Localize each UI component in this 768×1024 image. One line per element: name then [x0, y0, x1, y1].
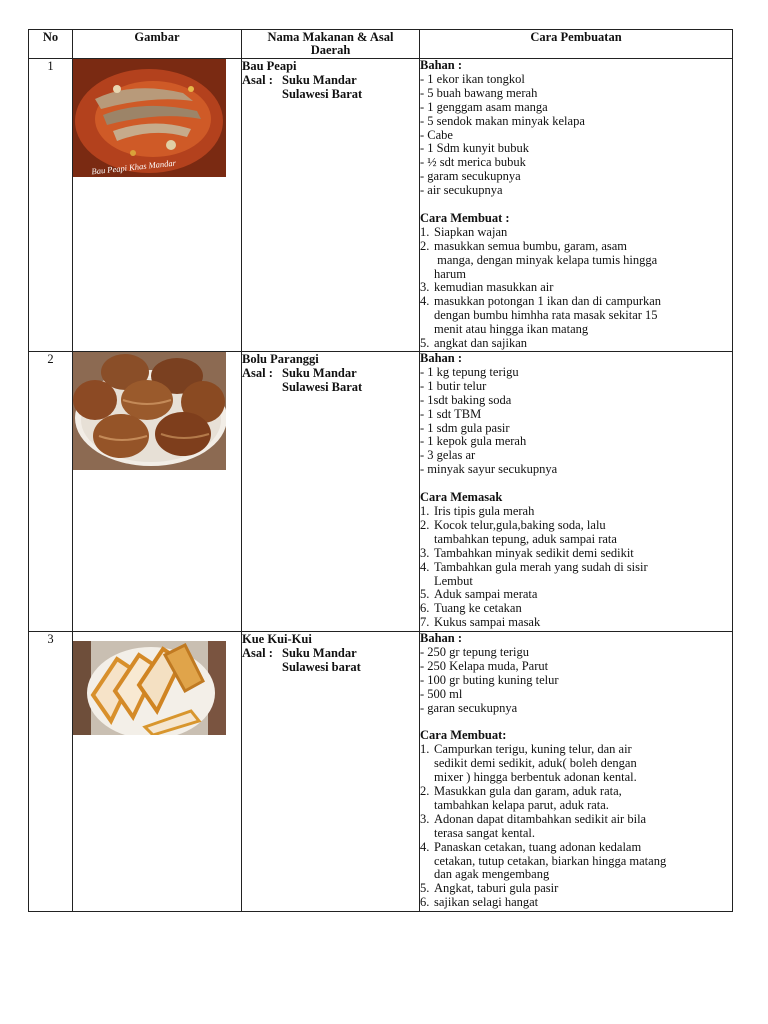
step-text: Iris tipis gula merah	[434, 503, 535, 518]
step-text: Aduk sampai merata	[434, 587, 538, 602]
step-text: dan agak mengembang	[434, 867, 550, 882]
step-text: sajikan selagi hangat	[434, 895, 539, 910]
step-text: Tambahkan gula merah yang sudah di sisir	[434, 559, 648, 574]
origin-label: Asal :	[242, 73, 273, 87]
step-item	[420, 561, 732, 589]
step-text: Lembut	[434, 573, 473, 588]
origin	[242, 646, 419, 674]
step-list	[420, 743, 732, 910]
step-text: Kocok telur,gula,baking soda, lalu	[434, 517, 606, 532]
step-text: terasa sangat kental.	[434, 825, 535, 840]
step-list	[420, 505, 732, 630]
step-item	[420, 588, 732, 602]
step-item	[420, 226, 732, 240]
image-cell	[73, 632, 242, 912]
step-item	[420, 602, 732, 616]
table-row	[29, 59, 733, 352]
step-text: manga, dengan minyak kelapa tumis hingga	[434, 252, 658, 267]
ingredient-item: - 1 butir telur	[420, 378, 487, 393]
table-header-row	[29, 30, 733, 59]
step-number: 3.	[420, 280, 430, 295]
origin-tribe: Suku Mandar	[282, 73, 357, 87]
ingredient-list	[420, 73, 732, 198]
step-number: 3.	[420, 811, 430, 826]
method-cell	[420, 632, 733, 912]
image-cell	[73, 59, 242, 352]
ingredient-item: - ½ sdt merica bubuk	[420, 155, 526, 170]
origin	[242, 73, 419, 101]
step-item	[420, 519, 732, 547]
ingredients-title: Bahan :	[420, 631, 463, 646]
header-image: Gambar	[73, 30, 242, 59]
step-item	[420, 337, 732, 351]
step-text: cetakan, tutup cetakan, biarkan hingga matang	[434, 853, 667, 868]
origin-region: Sulawesi Barat	[282, 380, 363, 395]
ingredient-item: - garam secukupnya	[420, 169, 521, 184]
table-row	[29, 632, 733, 912]
step-text: tambahkan tepung, aduk sampai rata	[434, 531, 617, 546]
name-cell	[242, 632, 420, 912]
food-name: Bau Peapi	[242, 59, 297, 73]
origin-region: Sulawesi Barat	[282, 87, 363, 101]
origin-label: Asal :	[242, 366, 273, 381]
ingredient-item: - air secukupnya	[420, 183, 503, 198]
step-text: Adonan dapat ditambahkan sedikit air bila	[434, 811, 647, 826]
ingredient-item: - 5 buah bawang merah	[420, 85, 538, 100]
ingredient-item: - 1 kg tepung terigu	[420, 364, 519, 379]
step-item	[420, 240, 732, 282]
step-number: 1.	[420, 742, 430, 757]
recipe-table	[28, 29, 733, 912]
origin	[242, 366, 419, 394]
origin-region: Sulawesi barat	[282, 660, 361, 675]
ingredient-item: - 1sdt baking soda	[420, 392, 512, 407]
step-number: 1.	[420, 224, 430, 239]
step-number: 3.	[420, 545, 430, 560]
method-cell	[420, 352, 733, 632]
photo-caption: Bau Peapi Khas Mandar	[90, 157, 177, 177]
ingredient-item: - 5 sendok makan minyak kelapa	[420, 113, 585, 128]
food-name: Kue Kui-Kui	[242, 632, 312, 647]
step-number: 4.	[420, 839, 430, 854]
step-item	[420, 616, 732, 630]
step-text: masukkan semua bumbu, garam, asam	[434, 238, 628, 253]
ingredients-title: Bahan :	[420, 351, 463, 366]
name-cell	[242, 352, 420, 632]
step-number: 2.	[420, 517, 430, 532]
step-text: Angkat, taburi gula pasir	[434, 881, 559, 896]
step-item	[420, 505, 732, 519]
step-number: 1.	[420, 503, 430, 518]
name-cell	[242, 59, 420, 352]
step-text: tambahkan kelapa parut, aduk rata.	[434, 797, 609, 812]
step-item	[420, 896, 732, 910]
step-number: 4.	[420, 559, 430, 574]
ingredient-item: - 1 genggam asam manga	[420, 99, 548, 114]
ingredient-item: - 250 gr tepung terigu	[420, 644, 530, 659]
ingredient-item: - Cabe	[420, 127, 453, 142]
step-text: dengan bumbu himhha rata masak sekitar 15	[434, 308, 658, 323]
header-method: Cara Pembuatan	[420, 30, 733, 59]
step-text: Campurkan terigu, kuning telur, dan air	[434, 742, 632, 757]
ingredient-list	[420, 646, 732, 716]
ingredient-item: - 500 ml	[420, 686, 463, 701]
ingredient-item: - 250 Kelapa muda, Parut	[420, 658, 549, 673]
ingredients-title: Bahan :	[420, 58, 463, 72]
bolu-paranggi-photo	[73, 352, 226, 470]
step-text: Tambahkan minyak sedikit demi sedikit	[434, 545, 634, 560]
step-item	[420, 295, 732, 337]
ingredient-list	[420, 366, 732, 477]
step-item	[420, 813, 732, 841]
step-text: angkat dan sajikan	[434, 336, 528, 351]
ingredient-item: - 1 sdt TBM	[420, 406, 482, 421]
step-text: sedikit demi sedikit, aduk( boleh dengan	[434, 756, 637, 771]
step-item	[420, 743, 732, 785]
step-text: mixer ) hingga berbentuk adonan kental.	[434, 770, 637, 785]
steps-title: Cara Membuat:	[420, 728, 507, 743]
steps-title: Cara Membuat :	[420, 210, 510, 225]
step-number: 5.	[420, 336, 430, 351]
ingredient-item: - minyak sayur secukupnya	[420, 462, 558, 477]
header-name-origin: Nama Makanan & Asal Daerah	[242, 30, 420, 59]
ingredient-item: - garan secukupnya	[420, 700, 518, 715]
step-item	[420, 547, 732, 561]
step-text: kemudian masukkan air	[434, 280, 554, 295]
origin-tribe: Suku Mandar	[282, 366, 357, 381]
step-number: 6.	[420, 895, 430, 910]
ingredient-item: - 1 Sdm kunyit bubuk	[420, 141, 530, 156]
step-item	[420, 785, 732, 813]
step-text: masukkan potongan 1 ikan dan di campurkan	[434, 294, 662, 309]
ingredient-item: - 3 gelas ar	[420, 448, 476, 463]
steps-title: Cara Memasak	[420, 490, 503, 505]
step-number: 5.	[420, 587, 430, 602]
step-item	[420, 841, 732, 883]
ingredient-item: - 100 gr buting kuning telur	[420, 672, 559, 687]
step-number: 2.	[420, 783, 430, 798]
row-number: 2	[29, 352, 73, 632]
ingredient-item: - 1 sdm gula pasir	[420, 420, 510, 435]
table-row	[29, 352, 733, 632]
row-number: 1	[29, 59, 73, 352]
step-list	[420, 226, 732, 351]
kue-kui-kui-photo	[73, 641, 226, 735]
step-number: 2.	[420, 238, 430, 253]
step-text: Masukkan gula dan garam, aduk rata,	[434, 783, 622, 798]
step-number: 7.	[420, 615, 430, 630]
step-text: Kukus sampai masak	[434, 615, 541, 630]
origin-label: Asal :	[242, 646, 273, 661]
ingredient-item: - 1 kepok gula merah	[420, 434, 527, 449]
step-item	[420, 281, 732, 295]
header-no: No	[29, 30, 73, 59]
step-number: 4.	[420, 294, 430, 309]
step-text: Siapkan wajan	[434, 224, 508, 239]
row-number: 3	[29, 632, 73, 912]
food-name: Bolu Paranggi	[242, 352, 319, 367]
image-cell	[73, 352, 242, 632]
method-cell	[420, 59, 733, 352]
step-text: menit atau hingga ikan matang	[434, 322, 589, 337]
step-item	[420, 882, 732, 896]
origin-tribe: Suku Mandar	[282, 646, 357, 661]
step-text: Panaskan cetakan, tuang adonan kedalam	[434, 839, 642, 854]
bau-peapi-photo	[73, 59, 226, 177]
step-number: 5.	[420, 881, 430, 896]
ingredient-item: - 1 ekor ikan tongkol	[420, 71, 525, 86]
step-number: 6.	[420, 601, 430, 616]
step-text: Tuang ke cetakan	[434, 601, 522, 616]
step-text: harum	[434, 266, 466, 281]
